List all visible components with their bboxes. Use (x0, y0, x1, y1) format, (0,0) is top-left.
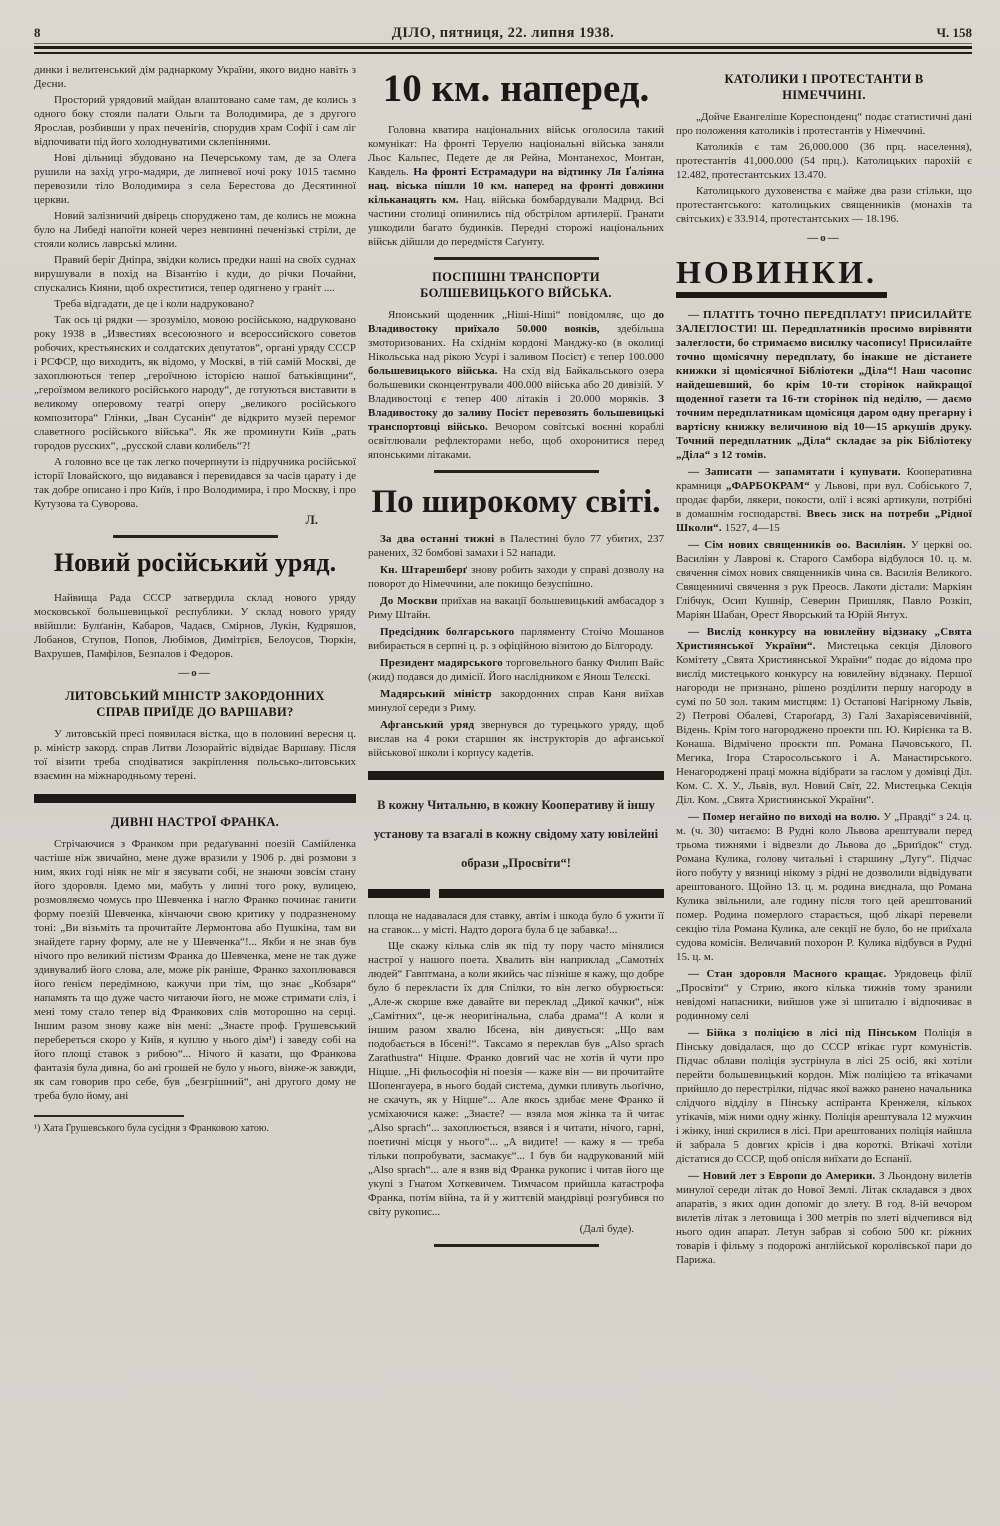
article-headline: По широкому світі. (371, 484, 661, 520)
paragraph: „Дойче Евангеліше Кореспонденц“ подає статистичні дані про положення католиків і протестантів у Німеччині. (676, 111, 972, 137)
news-item: За два останні тижні в Палестині було 77 убитих, 237 ранених, 32 бомбові замахи і 52 напади. (368, 533, 664, 559)
header-double-rule (34, 46, 972, 54)
promo-bottom-bar (368, 889, 664, 898)
news-item: — ПЛАТІТЬ ТОЧНО ПЕРЕДПЛАТУ! ПРИСИЛАЙТЕ ЗАЛЕГЛОСТИ! Ш. Передплатників просимо вирівняти залеглости, бо стримаємо висилку часопису! Присилайте точно щомісячну передплату, бо інакше не дістанете книжки зі щомісячної Бібліотеки „Діла“! Наш часопис найдешевший, бо крім 10-ти сторінок найкращої щоденної газети та 16-ти сторінок під неділю, — даємо точним передплатникам щомісяця даром одну прегарну і вартісну книжку величиною від 10—15 аркушів друку. Точний передплатник „Діла“ складає за рік Бібліотеку „Діла“ з 12 томів. (676, 309, 972, 461)
news-item: — Вислід конкурсу на ювилейну відзнаку „Свята Християнської України“. Мистецька секція Ділового Комітету „Свята Християнської України“ подає до відома про вислід мистецького конкурсу на ювилейну відзнаку. Першої нагороди не признано, рішено розділити першу нагороду в сумі по 50 зол. таким мистцям: 1) Остапові Нагірному Львів, 2) Петрові Обалеві, Староґард, 3) Галі Захаріясевичівній, Відень. Крім того нагороджено проекти пп. Ю. Кирієнка та В. Конаша. Відмічено проєкти пп. Романа Пачовського, П. Мегика, Ігора Старосольського і А. Манастирського. Ненагороджені праці можна відібрати за гаслом у домівці Діл. Ком. С. Х. У., Львів, вул. Новий Світ, 22. Мистецька Секція Діл. Ком. „Свята Християнської України“. (676, 626, 972, 806)
news-item: — Помер негайно по виході на волю. У „Правді“ з 24. ц. м. (ч. 30) читаємо: В Рудні коло Львова арештували перед трьома тижнями і відвезли до Львова до „Бриґідок“ студ. Романа Кулика, голову читальні і старшину „Лугу“. Підчас його побуту у вязниці нікому з рідні не дозволили відвідувати арештованого. Щойно 13. ц. м. родина виєднала, що Романа Кулика звільнили, але годину після того цей арештований помер. Родина померлого старається, щоб лікарі перевели секцію тіла Романа Кулика, але секції не було, бо не приїхала судова комісія. Величавий похорон Р. Кулика відбувся в Рудні 15. ц. м. (676, 811, 972, 963)
article-headline: Новий російський уряд. (53, 548, 337, 577)
paragraph: площа не надавалася для ставку, автім і шкода було б ужити її на ставок... у місті. Надто дорога була б це забавка!... (368, 910, 664, 936)
news-item: — Стан здоровля Масного кращає. Урядовець філії „Просвіти“ у Стрию, якого кілька тижнів тому зранили невідомі напасники, вийшов уже зі шпиталю і відпочиває в родинному селі (676, 968, 972, 1022)
continuation-note: (Далі буде). (579, 1223, 634, 1235)
column-right (676, 63, 972, 1515)
paragraph: Нові дільниці збудовано на Печерському там, де за Олега рушили на захід угро-мадяри, де липневої ночі року 1015 таємно перевозили тіло Володимира з села Берестова до Десятинної церкви. (34, 152, 356, 206)
lithuanian-minister-article (34, 688, 356, 783)
column-left (34, 63, 356, 1515)
paragraph: Найвища Рада СССР затвердила склад нового уряду московської большевицької республики. У склад нового уряду ввійшли: Булґанін, Кабаров, Чадаєв, Смірнов, Лукін, Кудряшов, Лобанов, Ступов, Попов, Любімов, Димітрієв, Белоусов, Тюркін, Вахрушев, Памфілов, Безпалов і Федоров. (34, 592, 356, 660)
paragraph: Новий залізничий двірець споруджено там, де колись не можна було на Либеді напоїти коней через невпинні печенізькі стріли, де стояли колись лаврські млини. (34, 210, 356, 250)
paragraph: Японський щоденник „Ніші-Ніші“ повідомляє, що до Владивостоку приїхало 50.000 вояків, здебільша змоторизованих. На східнім кордоні Манджу-ко (в околиці Нікольська над рікою Усурі і заливом Посієт) є тепер 100.000 большевицького війська. На схід від Байкальського озера большевики сконцентрували 400.000 війська або 20 дивізій. У Владивостоці є тепер 400 літаків і 20.000 моряків. З Владивостоку до заливу Посієт перевозять большевицькі транспортовці військо. Вечором совітські воєнні кораблі освітлювали рефлекторами небо, щоб охоронитися перед японськими літаками. (368, 309, 664, 461)
news-item: — Сім нових священників оо. Василіян. У церкві оо. Василіян у Лаврові к. Старого Самбора відбулося 10. ц. м. свячення сімох нових священників чина св. Василія Великого. Священничі свячення з рук Преосв. Лакоти дістали: Маркіян Глібчук, Осип Кушнір, Северин Пришляк, Павло Розкіп, Маріян Шабан, Орест Яворський та Юрій Янтух. (676, 539, 972, 621)
paragraph: У литовській пресі появилася вістка, що в половині вересня ц. р. міністр закорд. справ Литви Лозорайтіс відвідає Варшаву. Після тої візити треба сподіватися закріплення польсько-литовських взаємин на міжнародньому терені. (34, 728, 356, 782)
ten-km-forward-article (368, 67, 664, 249)
prosvita-promo-text: В кожну Читальню, в кожну Кооперативу й іншу установу та взагалі в кожну свідому хату ювілейні образи „Просвіти“! (373, 798, 659, 870)
paragraph: Треба відгадати, де це і коли надруковано? (54, 298, 255, 310)
article-headline: КАТОЛИКИ І ПРОТЕСТАНТИ В НІМЕЧЧИНІ. (724, 72, 924, 102)
paragraph: Ще скажу кілька слів як під ту пору часто мінялися настрої у нашого поета. Хвалить він наприклад „Самотніх людей“ Гавптмана, а коли якийсь час пізніше я кажу, що добре було б перекласти їх для Спілки, то він легко обурюється: „Але-ж скорше вже давайте ви переклад „Дикої качки“, ніж „Самітних“, це-ж неоригінальна, слаба драма“! А коли я іншим разом хвалю Ібсена, він дивується: „Що вам подобається в Ібсені!“. Таксамо я переклав був „Also sprach Zarathustra“ Ніцше. Франко довгий час не хотів й чути про Ніцше. „Ні фильософія ні поезія — каже він — ви прочитайте Шопенгауера, в нього бодай система, думки пливуть льоґічно, не скачуть, як у Ніцше“... Але якось здибає мене Франко й усміхаючися каже: „Знаєте? — взяла моя жінка та й читає „Also sprach“... захоплюється, взявся і я читати, нічого, гарні, поетичні місця у нього“... „А видите! — кажу я — треба тільки попробувати, засмакує“... І був би надрукований мій „Also sprach“... але я взяв від Франка рукопис і читав його ще укупі з Гнатом Хоткевичем. Тимчасом прийшла катастрофа Франка, потім війна, та й у життєвій мандрівці розгубився по світу рукопис... (368, 940, 664, 1218)
franko-moods-continuation (368, 909, 664, 1247)
new-russian-government-article (34, 547, 356, 661)
article-end-rule (434, 1244, 599, 1247)
section-divider-ornament: —о— (807, 232, 841, 244)
section-divider-ornament: —о— (178, 667, 212, 679)
novynky-headline-wrap (676, 255, 972, 298)
news-item: — Записати — запамятати і купувати. Кооперативна крамниця „ФАРБОКРАМ“ у Львові, при вул. Собіського 7, продає фарби, лякери, покости, олії і всякі артикули, потрібні в домашнім господарстві. Ввесь зиск на потреби „Рідної Школи“. 1527, 4—15 (676, 466, 972, 534)
paragraph: А головно все це так легко почерпнути із підручника російської історії Іловайского, що видавався і перевидався за часів царату і де так добре описано і про Київ, і про Володимира, і про Москву, і про Кутузова та Суворова. (34, 456, 356, 510)
paragraph: Правий беріг Дніпра, звідки колись предки наші на своїх суднах вирушували в похід на Візантію і куди, до річки Почайни, спускались Кияни, щоб охреститися, тепер одягнено у граніт .... (34, 254, 356, 294)
news-item: До Москви приїхав на вакації большевицький амбасадор з Риму Штайн. (368, 595, 664, 621)
world-news-article (368, 482, 664, 760)
issue-number: Ч. 158 (936, 25, 972, 40)
promo-top-bar (368, 771, 664, 780)
columns-container (34, 63, 972, 1515)
header-thin-rule (34, 43, 972, 44)
article-divider-rule (434, 257, 599, 260)
article-headline: 10 км. наперед. (382, 67, 650, 110)
franko-moods-article (34, 814, 356, 1135)
catholics-protestants-article (676, 71, 972, 226)
kyiv-retrospective-article (34, 63, 356, 527)
article-headline: ПОСПІШНІ ТРАНСПОРТИ БОЛШЕВИЦЬКОГО ВІЙСЬКА. (420, 270, 612, 300)
section-separator-bar (34, 794, 356, 803)
paragraph: Стрічаючися з Франком при редаґуванні поезій Самійленка частіше ніж звичайно, мене дуже вразили у 1906 р. дві розмови з ним, яких годі ніяк не міг я зясувати собі, не знаючи зовсім стану його здоровля. Ідемо ми, мабуть у липні того року, вулицею, розмовляємо чомусь про Шевченка і нагло Франко починає ганити форму поезій Шевченка, кінчаючи свою критику у подразненому тоні: „Ви візьміть та прочитайте Лермонтова або Пушкіна, там ви знайдете гарну форму, але не у Шевченка“!... Якби я не знав був нічого про великий пієтизм Франка до Шевченка, мене не так дуже здивувалиб його слова, але, може рік раніше, Франко захоплювався його ґенієм передімною, кажучи при тім, що знає „Кобзаря“ напамять та що дуже часто читаючи його, не може стримати сліз, і мені тому стало тепер від Франкових слів моторошно на серці. Іншим разом знову каже він мені: „Знаєте проф. Грушевський перебереться скоро у Київ, я куплю у нього дім¹) і заведу собі на його площі ставок з рибою“... Нічого й казати, що Франкова фантазія була дивна, бо ані грошей не було у нього, вінже-ж завжди, як сам говорив про себе, був „безгрішний“, ані другого дому не треба було йому, ані (34, 838, 356, 1102)
news-item: Мадярський міністр закордонних справ Каня виїхав минулої середи з Риму. (368, 688, 664, 714)
article-divider-rule (113, 535, 278, 538)
article-divider-rule (434, 470, 599, 473)
paragraph: Католиків є там 26,000.000 (36 прц. населення), протестантів 41,000.000 (54 прц.). Католицьких парохій є 12.482, протестантських 13.470. (676, 141, 972, 181)
news-item: Афганський уряд звернувся до турецького уряду, щоб вислав на 4 роки старшин як інструкторів до афганської військової школи і корпусу кадетів. (368, 719, 664, 759)
paragraph: Так ось ці рядки — зрозуміло, мовою російською, надруковано року 1938 в „Известиях всесоюзного и всероссийского советов робочих, крестьянских и солдатских депутатов“, органі уряду СССР і РСФСР, що виходить, як відомо, у Москві, в тій самій Москві, де захоплюються тепер „героїчною історією нашої батьківщини“, „героїзмом великого російського народу“, де готуються виставити в великому оперовому театрі оперу „великого російського композитора“ Глінки, „Іван Сусанін“ де відкрито музей перемог славетного російського війська“. Як же проминути Київ „рать городов русских“, „русской слави колибель“?! (34, 314, 356, 452)
article-headline: ЛИТОВСЬКИЙ МІНІСТР ЗАКОРДОННИХ СПРАВ ПРИЇДЕ ДО ВАРШАВИ? (65, 689, 325, 719)
article-headline: ДИВНІ НАСТРОЇ ФРАНКА. (110, 815, 280, 829)
paragraph: Католицького духовенства є майже два рази стільки, що протестантського: католицьких священників (монахів та світських) є 33.914, протестантських — 18.196. (676, 185, 972, 225)
page-number: 8 (34, 25, 41, 40)
footnote-rule (34, 1115, 184, 1117)
column-center (368, 63, 664, 1515)
paragraph: динки і велитенський дім раднаркому України, якого видно навіть з Десни. (34, 64, 356, 90)
news-item: Кн. Штарешберґ знову робить заходи у справі дозволу на поворот до Німеччини, але покищо безуспішно. (368, 564, 664, 590)
news-item: — Новий лет з Европи до Америки. З Льондону вилетів минулої середи літак до Нової Землі. Літак складався з двох апаратів, з яких один допоміг до злету. В год. 8-ій вечором вилетів літак з летовища і 300 метрів по злеті відчепився від нього один апарат. Летун забрав зі собою 500 кг. ріжних товарів і фільму з подорожі англійської королівської пари до Парижа. (676, 1170, 972, 1266)
page-header (34, 0, 972, 40)
news-item: Президент мадярського торговельного банку Филип Вайс (жид) подався до димісії. Його наслідником є Янош Телєскі. (368, 657, 664, 683)
news-item: Предсідник болгарського парляменту Стоічо Мошанов вибирається в серпні ц. р. з офіційною візитою до Білгороду. (368, 626, 664, 652)
paragraph: Просторий урядовий майдан влаштовано саме там, де колись з одного боку стояли палати Ольги та Володимира, де з другого Ярослав, розбивши у прах печенігів, спорудив храм Софії і сам ліг відпочивати під його холоднуватими склепіннями. (34, 94, 356, 148)
masthead-title: ДІЛО, пятниця, 22. липня 1938. (391, 25, 615, 41)
news-item: — Бійка з поліцією в лісі під Пінськом Поліція в Пінську довідалася, що до СССР втікає гурт комуністів. Підчас облави поліція зустрінула в лісі 25 осіб, які хотіли перейти большевицький кордон. Між поліцією та втікачами прийшло до перестрілки, підчас якої важко ранено начальника слідчого відділу в Пінську аспіранта Кренжеля, кількох утікачів, між ними одну жінку. Поліція арештувала 12 мужчин і жінку, інші скрилися в лісі. При арештованих поліція найшла й забрала 5 довгих крісів і два короткі. Втікачі хотіли дістатися до СССР, щоб опісля виїхати до Еспанії. (676, 1027, 972, 1165)
novynky-section (676, 255, 972, 1267)
bolshevik-transports-article (368, 269, 664, 462)
section-headline: НОВИНКИ. (676, 255, 887, 298)
author-signature: Л. (305, 513, 318, 527)
footnote: ¹) Хата Грушевського була сусідня з Франковою хатою. (34, 1123, 269, 1134)
paragraph: Головна кватира національних військ оголосила такий комунікат: На фронті Теруелю національні війська заняли Льос Кальпес, Педете де ля Рейна, Монтанехос, Монтан, Кавдель. На фронті Естрамадури на відтинку Ля Ґаліяна нац. віська пішли 10 км. наперед на фронті довжини кільканацять км. Нац. війська бомбардували Мадрид. Всі частини столиці опинились під обстрілом артилерії. Гранати ушкодили багато будинків. Передні сторожі національних військ дійшли до передмістя Саґунту. (368, 124, 664, 248)
